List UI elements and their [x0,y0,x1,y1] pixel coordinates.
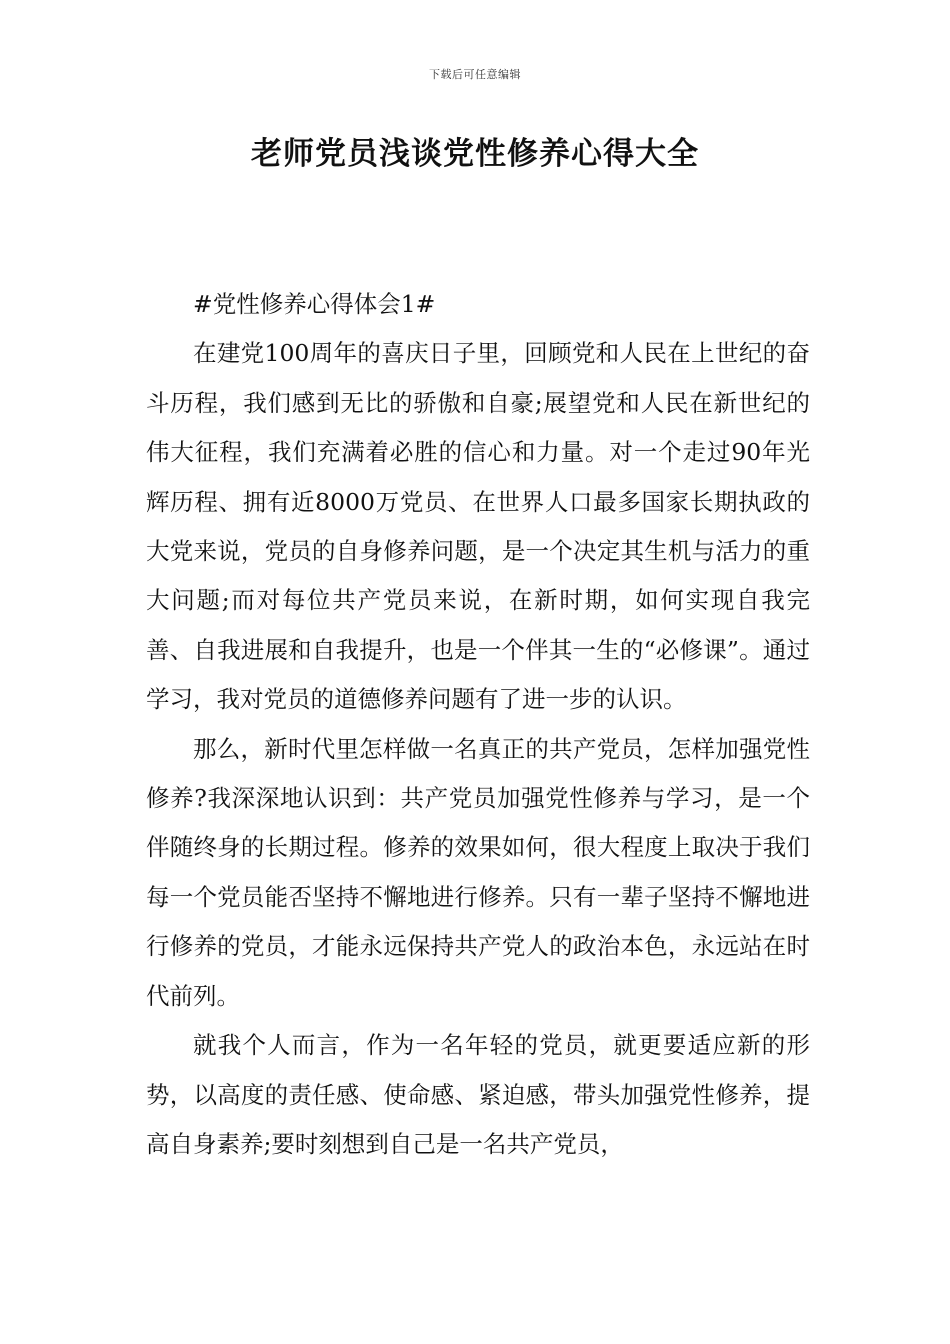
paragraph: 在建党100周年的喜庆日子里，回顾党和人民在上世纪的奋斗历程，我们感到无比的骄傲和自豪;展望党和人民在新世纪的伟大征程，我们充满着必胜的信心和力量。对一个走过90年光辉历程、拥有近8000万党员、在世界人口最多国家长期执政的大党来说，党员的自身修养问题，是一个决定其生机与活力的重大问题;而对每位共产党员来说，在新时期，如何实现自我完善、自我进展和自我提升，也是一个伴其一生的“必修课”。通过学习，我对党员的道德修养问题有了进一步的认识。 [146,339,810,714]
paragraph: 就我个人而言，作为一名年轻的党员，就更要适应新的形势，以高度的责任感、使命感、紧迫感，带头加强党性修养，提高自身素养;要时刻想到自己是一名共产党员， [146,1031,810,1158]
header-note: 下载后可任意编辑 [429,68,521,81]
paragraph: 那么，新时代里怎样做一名真正的共产党员，怎样加强党性修养?我深深地认识到：共产党员加强党性修养与学习，是一个伴随终身的长期过程。修养的效果如何，很大程度上取决于我们每一个党员能否坚持不懈地进行修养。只有一辈子坚持不懈地进行修养的党员，才能永远保持共产党人的政治本色，永远站在时代前列。 [146,734,810,1010]
document-title: 老师党员浅谈党性修养心得大全 [251,136,699,172]
section-heading: #党性修养心得体会1# [193,290,436,318]
document-body [146,280,810,1169]
